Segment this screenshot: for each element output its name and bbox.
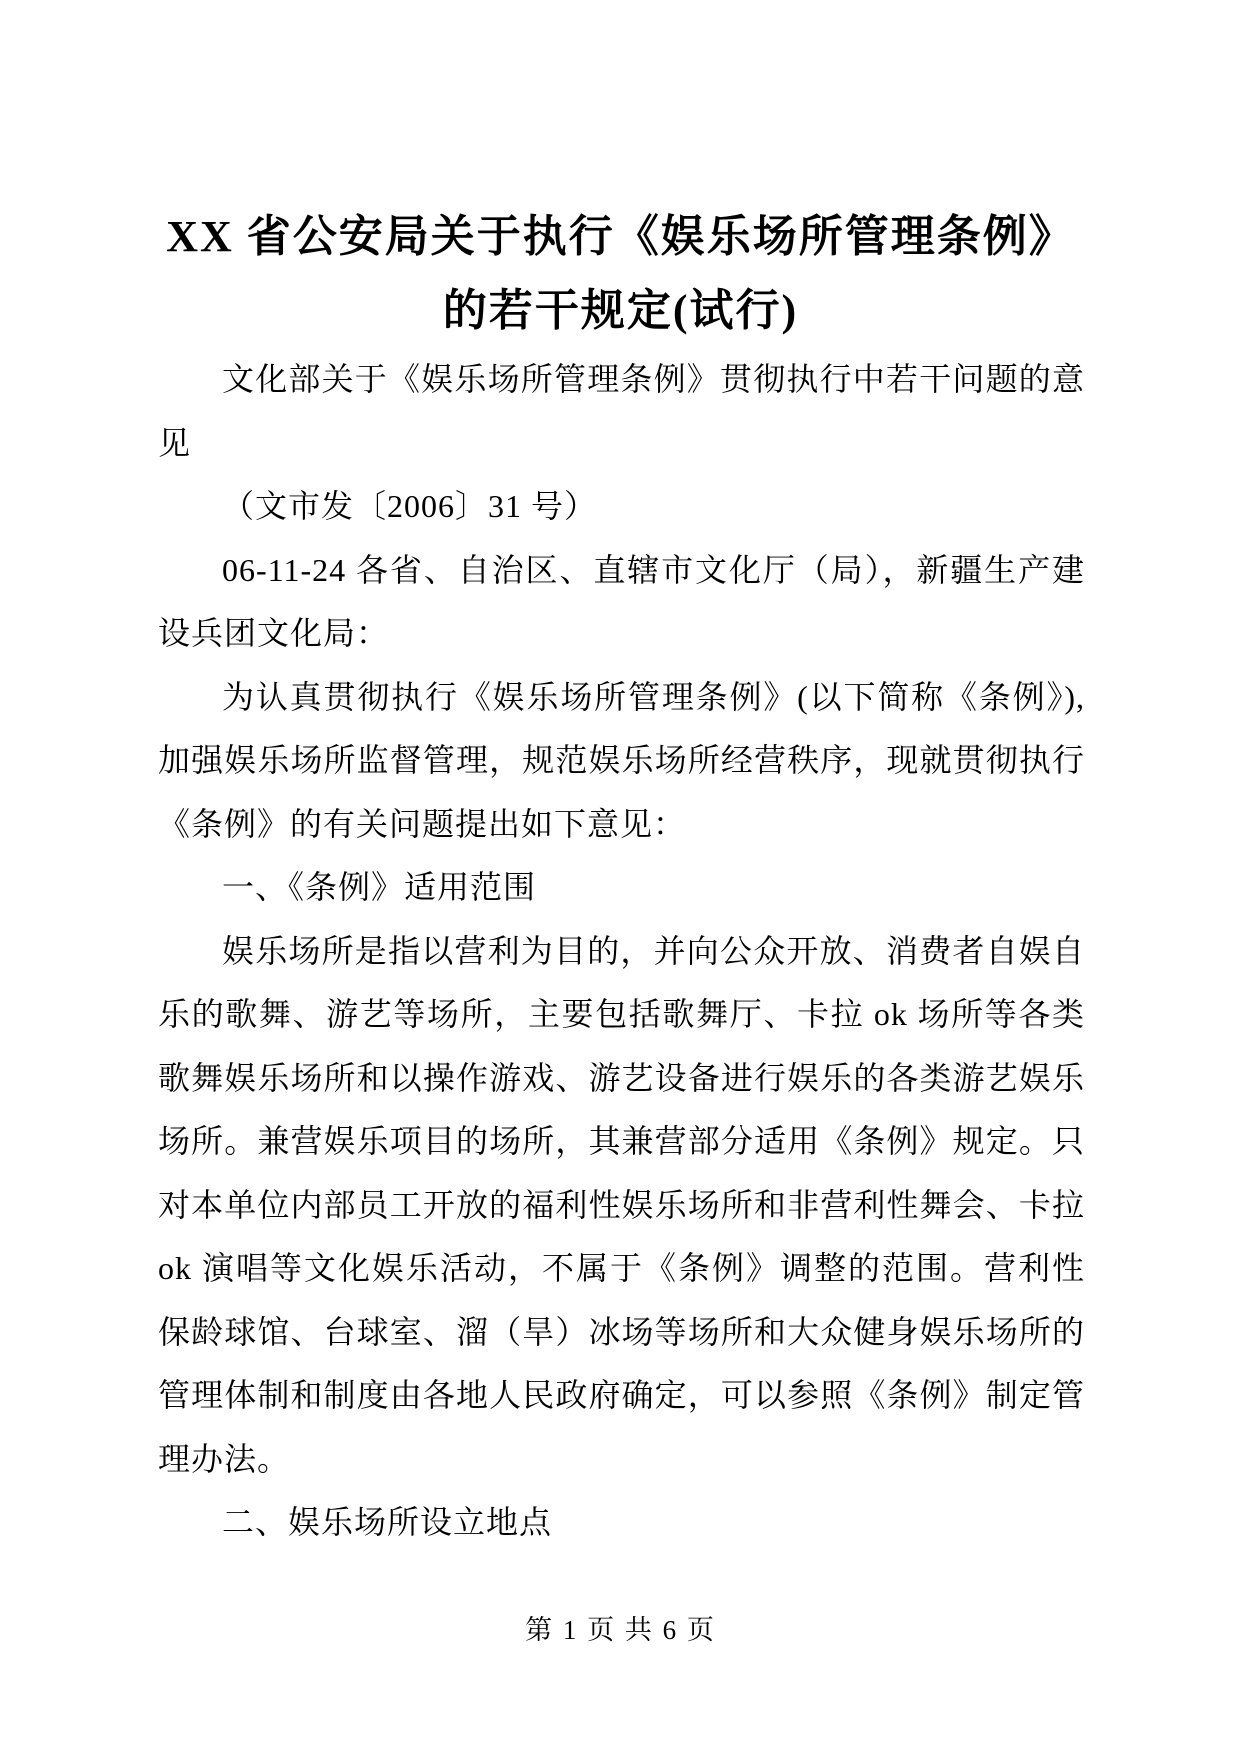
document-title: XX 省公安局关于执行《娱乐场所管理条例》的若干规定(试行) xyxy=(166,212,1075,335)
page-number-label: 第 1 页 共 6 页 xyxy=(525,1615,716,1645)
para-section-2-heading: 二、娱乐场所设立地点 xyxy=(222,1504,553,1540)
page-footer xyxy=(0,1608,1241,1647)
para-doc-number: （文市发〔2006〕31 号） xyxy=(222,488,598,524)
para-section-1-heading: 一、《条例》适用范围 xyxy=(222,869,537,905)
para-intro: 为认真贯彻执行《娱乐场所管理条例》(以下简称《条例》),加强娱乐场所监督管理，规范娱乐场所经营秩序，现就贯彻执行《条例》的有关问题提出如下意见： xyxy=(158,678,1085,842)
para-section-1-body: 娱乐场所是指以营利为目的，并向公众开放、消费者自娱自乐的歌舞、游艺等场所，主要包括歌舞厅、卡拉 ok 场所等各类歌舞娱乐场所和以操作游戏、游艺设备进行娱乐的各类游艺娱乐场所。兼营娱乐项目的场所，其兼营部分适用《条例》规定。只对本单位内部员工开放的福利性娱乐场所和非营利性舞会、卡拉 ok 演唱等文化娱乐活动，不属于《条例》调整的范围。营利性保龄球馆、台球室、溜（旱）冰场等场所和大众健身娱乐场所的管理体制和制度由各地人民政府确定，可以参照《条例》制定管理办法。 xyxy=(158,932,1085,1477)
para-subtitle: 文化部关于《娱乐场所管理条例》贯彻执行中若干问题的意见 xyxy=(158,361,1085,461)
para-recipients: 06-11-24 各省、自治区、直辖市文化厅（局），新疆生产建设兵团文化局： xyxy=(158,551,1085,651)
document-body xyxy=(158,348,1085,1555)
